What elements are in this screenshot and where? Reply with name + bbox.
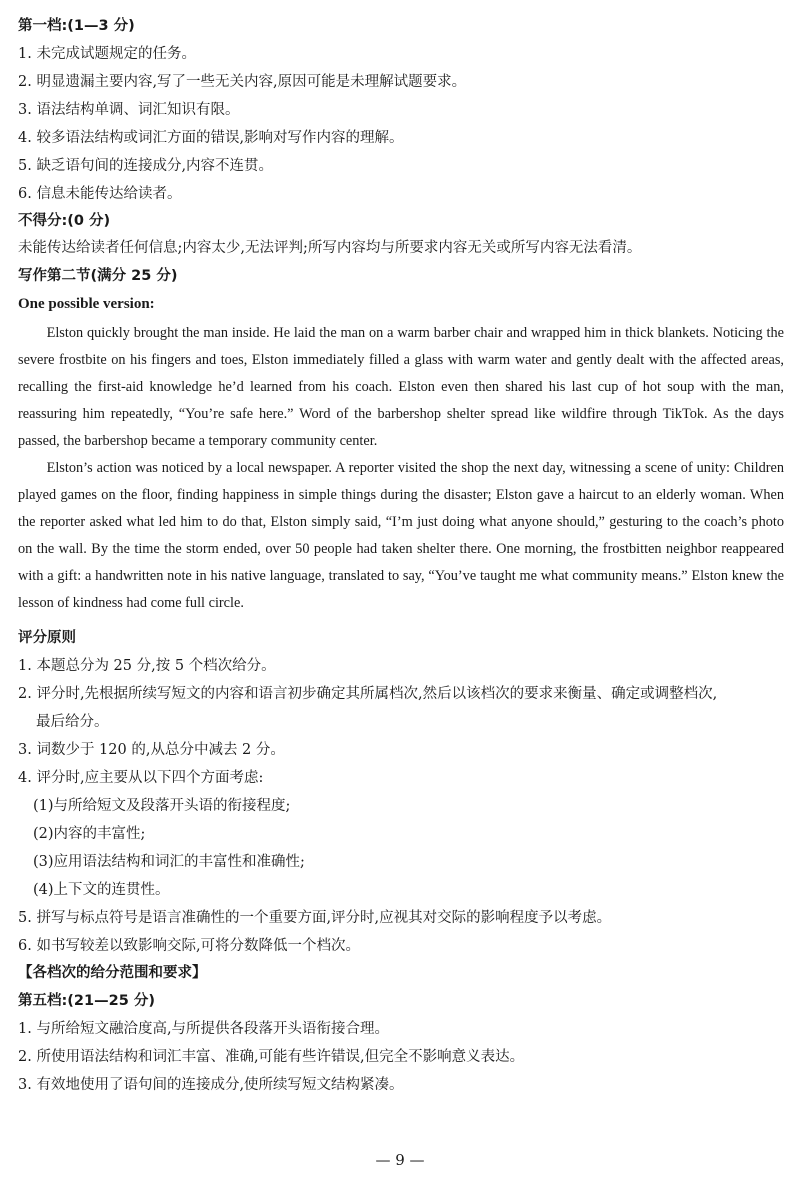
level5-heading: 第五档:(21—25 分) <box>18 993 155 1009</box>
version-label: One possible version: <box>18 296 155 312</box>
level1-item: 6. 信息未能传达给读者。 <box>18 186 182 202</box>
principles-heading: 评分原则 <box>18 630 76 646</box>
principle-item: 2. 评分时,先根据所续写短文的内容和语言初步确定其所属档次,然后以该档次的要求来衡量、确定或调整档次, <box>18 686 718 702</box>
level5-item: 2. 所使用语法结构和词汇丰富、准确,可能有些许错误,但完全不影响意义表达。 <box>18 1049 525 1065</box>
levels-heading: 【各档次的给分范围和要求】 <box>18 965 207 981</box>
principle-item: 4. 评分时,应主要从以下四个方面考虑: <box>18 770 264 786</box>
principle-item: 3. 词数少于 120 的,从总分中减去 2 分。 <box>18 742 285 758</box>
no-score-text: 未能传达给读者任何信息;内容太少,无法评判;所写内容均与所要求内容无关或所写内容无法看清。 <box>18 240 642 256</box>
principle-item: 1. 本题总分为 25 分,按 5 个档次给分。 <box>18 658 276 674</box>
sample-essay <box>18 320 784 617</box>
principle-sub-item: (4)上下文的连贯性。 <box>33 882 170 898</box>
page-number: — 9 — <box>375 1151 425 1169</box>
level1-item: 5. 缺乏语句间的连接成分,内容不连贯。 <box>18 158 274 174</box>
level1-item: 1. 未完成试题规定的任务。 <box>18 46 196 62</box>
level5-item: 3. 有效地使用了语句间的连接成分,使所续写短文结构紧凑。 <box>18 1077 404 1093</box>
level1-item: 2. 明显遗漏主要内容,写了一些无关内容,原因可能是未理解试题要求。 <box>18 74 467 90</box>
essay-paragraph: Elston’s action was noticed by a local newspaper. A reporter visited the shop the next day, witnessing a scene of unity: Children played games on the floor, finding happiness in simple things during the disaster; Elston gave a haircut to an elderly woman. When the reporter asked what led him to do that, Elston simply said, “I’m just doing what anyone should,” gesturing to the coach’s photo on the wall. By the time the storm ended, over 50 people had taken shelter there. One morning, the frostbitten neighbor reappeared with a gift: a handwritten note in his native language, translated to say, “You’ve taught me what community means.” Elston knew the lesson of kindness had come full circle. <box>18 460 784 611</box>
principle-item-continuation: 最后给分。 <box>36 714 109 730</box>
principle-item: 5. 拼写与标点符号是语言准确性的一个重要方面,评分时,应视其对交际的影响程度予以考虑。 <box>18 910 612 926</box>
principle-sub-item: (3)应用语法结构和词汇的丰富性和准确性; <box>33 854 305 870</box>
principle-sub-item: (2)内容的丰富性; <box>33 826 146 842</box>
essay-paragraph: Elston quickly brought the man inside. He laid the man on a warm barber chair and wrapped him in thick blankets. Noticing the severe frostbite on his fingers and toes, Elston immediately filled a glass with warm water and gently dealt with the affected areas, recalling the first-aid knowledge he’d learned from his coach. Elston even then shared his last cup of hot soup with the man, reassuring him repeatedly, “You’re safe here.” Word of the barbershop shelter spread like wildfire through TikTok. As the days passed, the barbershop became a temporary community center. <box>18 325 784 449</box>
no-score-heading: 不得分:(0 分) <box>18 213 111 229</box>
section2-heading: 写作第二节(满分 25 分) <box>18 268 178 284</box>
principle-sub-item: (1)与所给短文及段落开头语的衔接程度; <box>33 798 291 814</box>
level1-item: 4. 较多语法结构或词汇方面的错误,影响对写作内容的理解。 <box>18 130 404 146</box>
principle-item: 6. 如书写较差以致影响交际,可将分数降低一个档次。 <box>18 938 361 954</box>
level5-item: 1. 与所给短文融洽度高,与所提供各段落开头语衔接合理。 <box>18 1021 390 1037</box>
level1-heading: 第一档:(1—3 分) <box>18 18 135 34</box>
level1-item: 3. 语法结构单调、词汇知识有限。 <box>18 102 240 118</box>
